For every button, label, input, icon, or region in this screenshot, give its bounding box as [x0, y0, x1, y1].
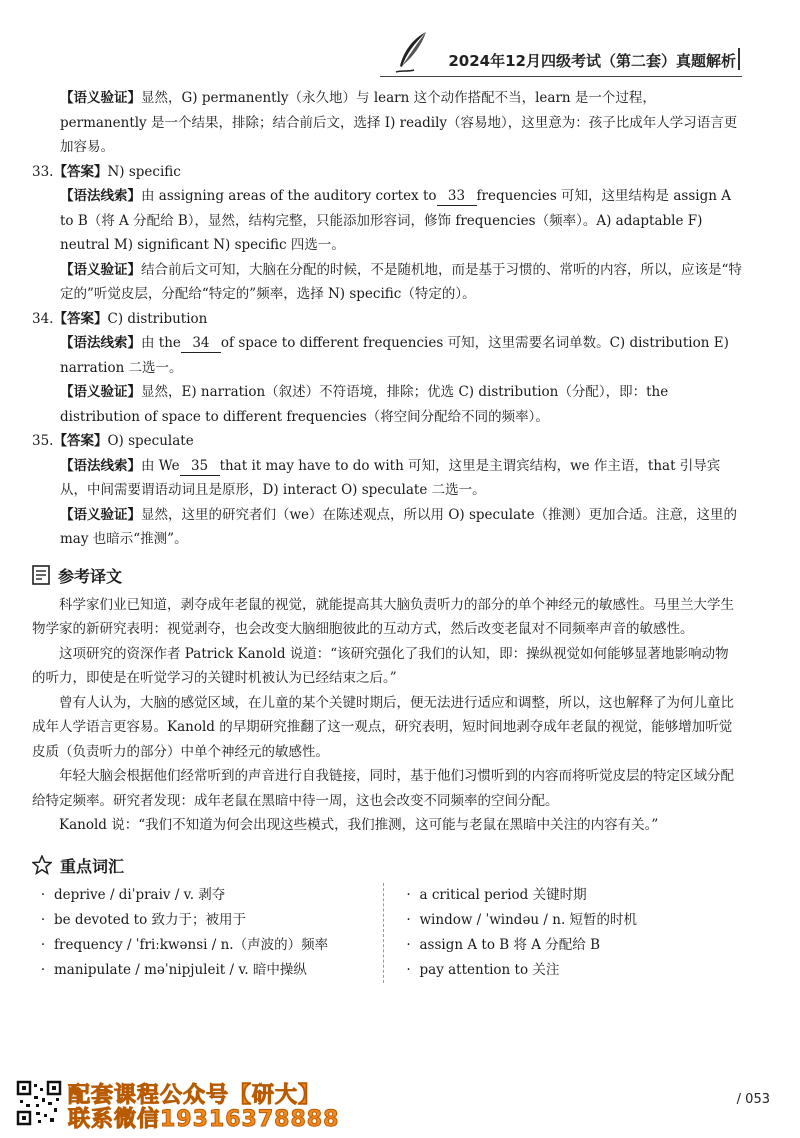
vocab-list — [32, 883, 742, 983]
blank-35: 35 — [180, 457, 220, 476]
q35-grammar: 【语法线索】由 We 35 that it may have to do with 可知，这里是主谓宾结构，we 作主语，that 引导宾从，中间需要谓语动词且是原形，D) interact O) speculate 二选一。 — [60, 457, 721, 498]
q33-grammar: 【语法线索】由 assigning areas of the auditory cortex to 33 frequencies 可知，这里结构是 assign A to B（将 A 分配给 B），显然，结构完整，只能添加形容词，修饰 frequencies（频率）。A) adaptable F) neutral M) significant N) specific 四选一。 — [60, 188, 731, 253]
vocab-column-right — [383, 883, 743, 983]
translation-body — [32, 593, 742, 838]
vocab-item: · a critical period 关键时期 — [406, 886, 587, 903]
promo-line-2: 联系微信19316378888 — [68, 1107, 340, 1132]
main-content — [32, 86, 742, 983]
q35-verify: 【语义验证】显然，这里的研究者们（we）在陈述观点，所以用 O) speculate（推测）更加合适。注意，这里的 may 也暗示“推测”。 — [60, 506, 738, 547]
translation-paragraph: 曾有人认为，大脑的感觉区域，在儿童的某个关键时期后，便无法进行适应和调整，所以，这也解释了为何儿童比成年人学语言更容易。Kanold 的早期研究推翻了这一观点，研究表明，短时间地剥夺成年老鼠的视觉，能够增加听觉皮质（负责听力的部分）中单个神经元的敏感性。 — [32, 694, 734, 760]
header-title: 2024年12月四级考试（第二套）真题解析 — [448, 52, 736, 70]
blank-34: 34 — [181, 334, 221, 353]
translation-heading: 参考译文 — [32, 564, 742, 587]
star-icon — [32, 855, 52, 875]
promo-line-1: 配套课程公众号【研大】 — [68, 1083, 322, 1108]
vocab-heading: 重点词汇 — [32, 854, 742, 877]
translation-paragraph: 这项研究的资深作者 Patrick Kanold 说道：“该研究强化了我们的认知，即：操纵视觉如何能够显著地影响动物的听力，即使是在听觉学习的关键时机被认为已经结束之后。” — [32, 645, 729, 686]
page-footer — [0, 1072, 800, 1132]
vocab-column-left — [32, 883, 377, 983]
vocab-item: · frequency / ˈfriːkwənsi / n.（声波的）频率 — [40, 936, 329, 953]
q34-verify: 【语义验证】显然，E) narration（叙述）不符语境，排除；优选 C) distribution（分配），即：the distribution of space to different frequencies（将空间分配给不同的频率）。 — [60, 384, 669, 425]
translation-paragraph: 科学家们业已知道，剥夺成年老鼠的视觉，就能提高其大脑负责听力的部分的单个神经元的敏感性。马里兰大学生物学家的新研究表明：视觉剥夺，也会改变大脑细胞彼此的互动方式，然后改变老鼠对不同频率声音的敏感性。 — [32, 596, 734, 637]
header-divider — [738, 48, 740, 70]
q33-verify: 【语义验证】结合前后文可知，大脑在分配的时候，不是随机地，而是基于习惯的、常听的内容，所以，应该是“特定的”听觉皮层，分配给“特定的”频率，选择 N) specific（特定的）。 — [60, 261, 742, 302]
translation-paragraph: Kanold 说：“我们不知道为何会出现这些模式，我们推测，这可能与老鼠在黑暗中关注的内容有关。” — [59, 817, 659, 833]
vocab-item: · assign A to B 将 A 分配给 B — [406, 936, 600, 953]
page-header — [380, 30, 770, 78]
q34-grammar: 【语法线索】由 the 34 of space to different frequencies 可知，这里需要名词单数。C) distribution E) narration 二选一。 — [60, 335, 729, 376]
q33-answer: 33.【答案】N) specific — [32, 163, 181, 180]
header-rule — [380, 76, 742, 77]
quill-pen-icon — [392, 30, 432, 76]
vocab-item: · window / ˈwindəu / n. 短暂的时机 — [406, 911, 638, 928]
vocab-item: · pay attention to 关注 — [406, 961, 560, 978]
q34-answer: 34.【答案】C) distribution — [32, 310, 208, 327]
top-verify: 【语义验证】显然，G) permanently（永久地）与 learn 这个动作搭配不当，learn 是一个过程，permanently 是一个结果，排除；结合前后文，选择 I) readily（容易地），这里意为：孩子比成年人学习语言更加容易。 — [60, 90, 738, 155]
vocab-item: · manipulate / məˈnipjuleit / v. 暗中操纵 — [40, 961, 307, 978]
q35-answer: 35.【答案】O) speculate — [32, 433, 194, 449]
translation-paragraph: 年轻大脑会根据他们经常听到的声音进行自我链接，同时，基于他们习惯听到的内容而将听觉皮层的特定区域分配给特定频率。研究者发现：成年老鼠在黑暗中待一周，这也会改变不同频率的空间分配。 — [32, 768, 734, 809]
qr-code-icon — [16, 1080, 62, 1126]
vocab-item: · deprive / diˈpraiv / v. 剥夺 — [40, 886, 226, 903]
blank-33: 33 — [437, 187, 477, 206]
page-number: / 053 — [736, 1092, 770, 1107]
document-icon — [32, 565, 50, 585]
vocab-item: · be devoted to 致力于；被用于 — [40, 911, 246, 928]
